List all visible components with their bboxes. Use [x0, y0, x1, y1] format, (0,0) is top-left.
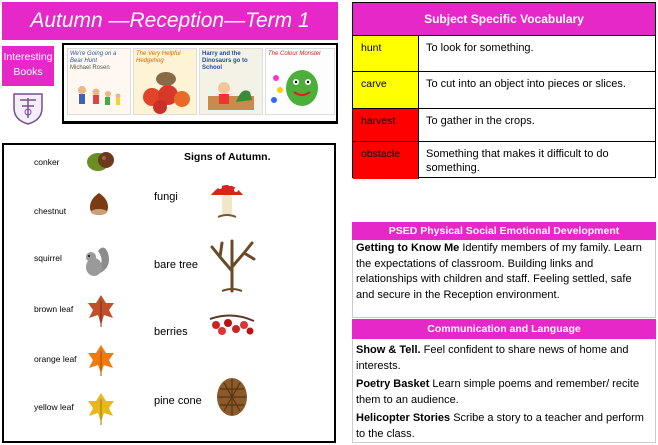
vocab-word: obstacle [353, 142, 419, 179]
vocab-definition: To cut into an object into pieces or slices. [426, 78, 626, 90]
pine-cone-icon [212, 373, 252, 419]
colour-monster-illustration [268, 58, 330, 110]
book-bear-hunt[interactable]: We're Going on a Bear Hunt Michael Rosen [67, 48, 131, 115]
page-title: Autumn —Reception—Term 1 [2, 2, 338, 40]
book-colour-monster[interactable]: The Colour Monster [265, 48, 335, 115]
vocabulary-heading: Subject Specific Vocabulary [353, 3, 655, 35]
communication-section [352, 339, 656, 443]
label-orange-leaf: orange leaf [34, 354, 77, 364]
psed-text: Identify members of my family. Learn the expectations of classroom. Building links and relationships with children and staff. Feeling settled, safe and secure in the Reception environment. [356, 242, 642, 301]
brown-leaf-icon [86, 293, 116, 329]
comm-item-text: Feel confident to share news of home and interests. [356, 344, 629, 372]
bear-hunt-illustration [70, 72, 128, 112]
comm-item [356, 411, 652, 442]
vocab-word: hunt [353, 36, 419, 72]
label-fungi: fungi [154, 191, 178, 203]
comm-item-text: Learn simple poems and remember/ recite them to an audience. [356, 378, 640, 406]
vocabulary-table [352, 2, 656, 178]
label-bare-tree: bare tree [154, 259, 199, 271]
comm-item [356, 343, 652, 374]
label-chestnut: chestnut [34, 206, 67, 216]
book-helpful-hedgehog[interactable]: The Very Helpful Hedgehog [133, 48, 197, 115]
vocab-row [353, 141, 655, 179]
harry-dinosaurs-illustration [202, 72, 260, 115]
conker-icon [84, 147, 118, 173]
label-berries: berries [154, 326, 188, 338]
psed-lead: Getting to Know Me [356, 242, 460, 254]
vocab-row [353, 71, 655, 109]
comm-item-text: Scribe a story to a teacher and perform to the class. [356, 412, 644, 440]
communication-heading: Communication and Language [352, 319, 656, 339]
hedgehog-apples-illustration [136, 65, 194, 115]
label-conker: conker [34, 157, 60, 167]
book-harry-dinosaurs[interactable]: Harry and the Dinosaurs go to School [199, 48, 263, 115]
label-brown-leaf: brown leaf [34, 304, 74, 314]
comm-item-lead: Poetry Basket [356, 378, 430, 390]
vocab-definition: Something that makes it difficult to do something. [426, 148, 609, 174]
berries-icon [206, 309, 258, 341]
vocab-row [353, 35, 655, 72]
comm-item-lead: Show & Tell. [356, 344, 421, 356]
vocab-word: harvest [353, 109, 419, 142]
vocab-word: carve [353, 72, 419, 109]
orange-leaf-icon [86, 343, 116, 377]
comm-item [356, 377, 652, 408]
psed-section [352, 240, 656, 318]
school-crest-icon [8, 90, 48, 126]
label-squirrel: squirrel [34, 253, 62, 263]
comm-item-lead: Helicopter Stories [356, 412, 451, 424]
fungi-icon [208, 177, 246, 221]
bare-tree-icon [204, 235, 260, 293]
book-strip [62, 43, 338, 124]
books-label: Interesting Books [2, 46, 54, 86]
chestnut-icon [88, 191, 110, 217]
squirrel-icon [82, 243, 112, 279]
vocab-definition: To look for something. [426, 42, 534, 54]
signs-title: Signs of Autumn. [184, 151, 271, 163]
vocab-definition: To gather in the crops. [426, 115, 535, 127]
label-pine-cone: pine cone [154, 395, 202, 407]
vocab-row [353, 108, 655, 142]
yellow-leaf-icon [86, 391, 116, 427]
psed-heading: PSED Physical Social Emotional Development [352, 222, 656, 240]
label-yellow-leaf: yellow leaf [34, 402, 74, 412]
signs-of-autumn-panel [2, 143, 336, 443]
